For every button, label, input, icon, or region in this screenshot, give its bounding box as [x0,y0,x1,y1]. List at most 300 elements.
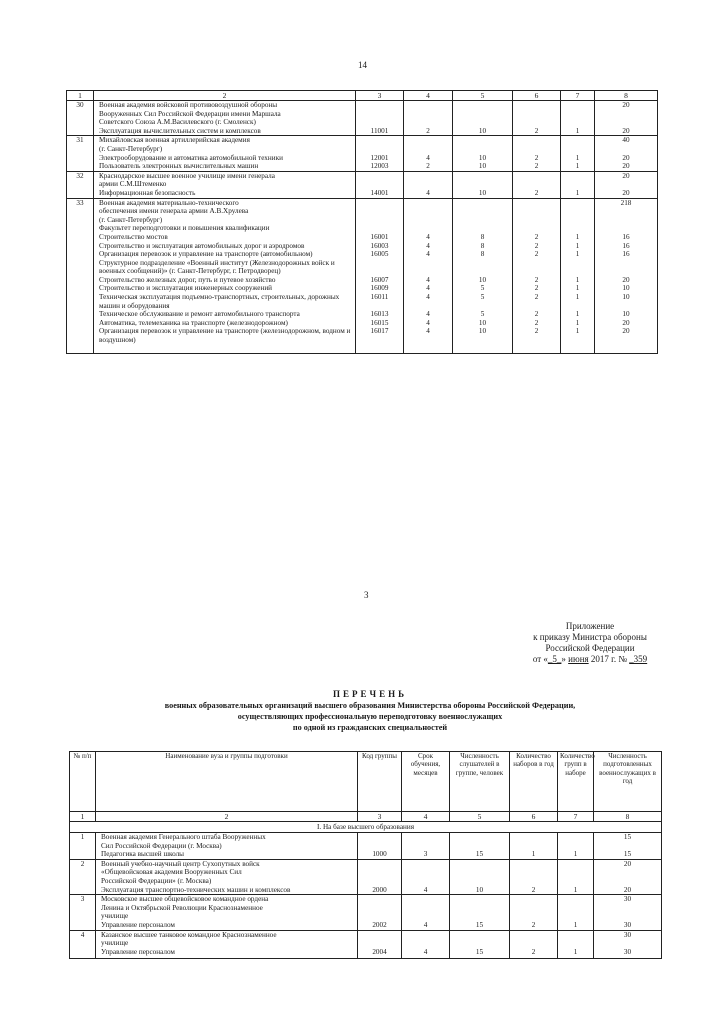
empty-cell [67,127,94,136]
groups-per-intake: 1 [561,127,595,136]
program-row [70,886,662,895]
students-per-group: 15 [450,921,510,930]
empty-cell [595,259,658,276]
org-name-line: армии С.М.Штеменко [99,180,167,189]
program-row [70,921,662,930]
intakes-per-year: 2 [513,327,561,353]
groups-per-intake: 1 [561,242,595,251]
empty-cell [67,276,94,285]
empty-cell [358,833,402,851]
students-per-group: 5 [453,310,513,319]
col-num: 2 [94,91,356,101]
program-name: Информационная безопасность [94,189,356,198]
program-row [67,189,658,198]
students-per-group: 10 [453,127,513,136]
top-table [66,90,658,354]
title-line3: по одной из гражданских специальностей [292,723,448,732]
group-code: 16003 [356,242,404,251]
date-day: _5_ [547,654,562,664]
intakes-per-year: 2 [513,162,561,171]
header-intakes: Количество наборов в год [510,752,558,812]
group-code: 16009 [356,284,404,293]
program-name: Электрооборудование и автоматика автомобильной техники [94,154,356,163]
program-name: Организация перевозок и управление на транспорте (автомобильном) [94,250,356,259]
group-code: 14001 [356,189,404,198]
students-per-group: 5 [453,284,513,293]
trained-per-year: 10 [595,284,658,293]
trained-per-year: 16 [595,250,658,259]
duration-months: 4 [404,189,453,198]
col-num: 3 [356,91,404,101]
empty-cell [67,293,94,310]
empty-cell [358,859,402,885]
program-name: Техническое обслуживание и ремонт автомобильного транспорта [94,310,356,319]
duration-months: 4 [404,293,453,310]
empty-cell [67,162,94,171]
students-per-group: 10 [453,327,513,353]
duration-months: 4 [402,921,450,930]
col-num: 8 [595,91,658,101]
empty-cell [67,233,94,242]
students-per-group: 10 [453,189,513,198]
trained-per-year: 10 [595,293,658,310]
appendix-line3: Российской Федерации [545,643,635,653]
org-name-line: (г. Санкт-Петербург) [99,215,163,224]
trained-per-year: 16 [595,242,658,251]
group-code: 2002 [358,921,402,930]
students-per-group: 8 [453,250,513,259]
program-row [67,327,658,353]
groups-per-intake: 1 [561,250,595,259]
org-name-line: Советского Союза А.М.Василевского (г. Смоленск) [99,118,256,127]
groups-per-intake: 1 [561,154,595,163]
org-total: 218 [595,198,658,224]
col-num: 5 [450,812,510,822]
program-name: Управление персоналом [96,948,358,959]
org-total: 40 [595,136,658,154]
date-prefix: от « [532,654,548,664]
empty-cell [561,101,595,127]
empty-cell [67,284,94,293]
empty-cell [70,850,96,859]
intakes-per-year: 2 [513,127,561,136]
students-per-group: 8 [453,233,513,242]
intakes-per-year: 2 [513,319,561,328]
org-name-line: Военная академия войсковой противовоздушной обороны [99,101,278,109]
program-row [67,154,658,163]
org-name [94,171,356,189]
empty-cell [595,224,658,233]
org-name-line: Российской Федерации» (г. Москва) [101,876,212,885]
org-total: 20 [594,859,662,885]
org-name-line: (г. Санкт-Петербург) [99,144,163,153]
program-name: Строительство железных дорог, путь и путевое хозяйство [94,276,356,285]
org-name-line: Военная академия Генерального штаба Вооруженных [101,833,266,841]
trained-per-year: 30 [594,921,662,930]
duration-months: 2 [404,127,453,136]
org-total: 20 [595,101,658,127]
col-num: 3 [358,812,402,822]
empty-cell [404,224,453,233]
empty-cell [513,198,561,224]
empty-cell [558,833,594,851]
org-name-line: Военный учебно-научный центр Сухопутных войск [101,859,260,868]
empty-cell [402,930,450,948]
org-row [67,136,658,154]
program-name: Управление персоналом [96,921,358,930]
org-name [96,895,358,921]
students-per-group: 10 [450,886,510,895]
groups-per-intake: 1 [558,886,594,895]
row-number: 4 [70,930,96,948]
org-name [96,859,358,885]
program-name: Автоматика, телемеханика на транспорте (железнодорожном) [94,319,356,328]
org-name-line: Военная академия материально-технического [99,198,239,207]
intakes-per-year: 2 [513,189,561,198]
col-num: 2 [96,812,358,822]
empty-cell [356,259,404,276]
intakes-per-year: 2 [513,284,561,293]
header-per-group: Численность слушателей в группе, человек [450,752,510,812]
intakes-per-year: 2 [510,921,558,930]
program-row [67,233,658,242]
org-total: 15 [594,833,662,851]
row-number: 2 [70,859,96,885]
empty-cell [404,136,453,154]
appendix-block [500,621,680,665]
empty-cell [70,921,96,930]
groups-per-intake: 1 [561,284,595,293]
empty-cell [510,895,558,921]
empty-cell [70,948,96,959]
row-number: 3 [70,895,96,921]
students-per-group: 15 [450,850,510,859]
header-name: Наименование вуза и группы подготовки [96,752,358,812]
trained-per-year: 15 [594,850,662,859]
org-name [94,198,356,224]
empty-cell [67,242,94,251]
empty-cell [67,250,94,259]
appendix-line1: Приложение [565,621,615,631]
trained-per-year: 10 [595,310,658,319]
empty-cell [402,833,450,851]
bottom-table [69,751,662,959]
trained-per-year: 20 [595,276,658,285]
empty-cell [404,101,453,127]
duration-months: 4 [404,276,453,285]
duration-months: 4 [402,886,450,895]
date-year: 2017 г. № [588,654,630,664]
column-number-row [70,812,662,822]
org-name-line: Вооруженных Сил Российской Федерации имени Маршала [99,109,281,118]
org-row [67,101,658,127]
groups-per-intake: 1 [561,319,595,328]
document-title [60,689,680,733]
org-name-line: училище [101,939,129,948]
groups-per-intake: 1 [561,276,595,285]
duration-months: 4 [404,310,453,319]
groups-per-intake: 1 [561,162,595,171]
group-code: 1000 [358,850,402,859]
group-code: 2000 [358,886,402,895]
group-code: 2004 [358,948,402,959]
empty-cell [450,895,510,921]
program-name: Техническая эксплуатация подъемно-транспортных, строительных, дорожных машин и оборудования [94,293,356,310]
empty-cell [453,198,513,224]
subdivision-name: Факультет переподготовки и повышения квалификации [94,224,356,233]
empty-cell [558,930,594,948]
program-row [70,948,662,959]
intakes-per-year: 2 [513,154,561,163]
column-number-row [67,91,658,101]
students-per-group: 15 [450,948,510,959]
groups-per-intake: 1 [561,293,595,310]
duration-months: 4 [404,233,453,242]
col-num: 4 [402,812,450,822]
empty-cell [561,136,595,154]
group-code: 16007 [356,276,404,285]
org-name-line: Сил Российской Федерации (г. Москва) [101,841,222,850]
empty-cell [453,136,513,154]
program-name: Организация перевозок и управление на транспорте (железнодорожном, водном и воздушном) [94,327,356,353]
trained-per-year: 20 [595,154,658,163]
students-per-group: 10 [453,162,513,171]
col-num: 5 [453,91,513,101]
groups-per-intake: 1 [558,948,594,959]
duration-months: 4 [404,284,453,293]
empty-cell [510,930,558,948]
row-number: 30 [67,101,94,127]
students-per-group: 5 [453,293,513,310]
section-row [70,822,662,833]
org-total: 30 [594,895,662,921]
trained-per-year: 20 [594,886,662,895]
trained-per-year: 20 [595,189,658,198]
title-line2: осуществляющих профессиональную переподготовку военнослужащих [237,712,503,721]
appendix-date [500,654,680,665]
org-row [70,859,662,885]
appendix-line2: к приказу Министра обороны [533,632,647,642]
program-name: Строительство и эксплуатация автомобильных дорог и аэродромов [94,242,356,251]
empty-cell [453,224,513,233]
group-code: 16017 [356,327,404,353]
empty-cell [513,136,561,154]
empty-cell [513,259,561,276]
trained-per-year: 20 [595,327,658,353]
empty-cell [402,895,450,921]
org-name-line: Ленина и Октябрьской Революции Краснознаменное [101,903,263,912]
title-line1: военных образовательных организаций высшего образования Министерства обороны Российской Федерации, [164,701,576,710]
program-name: Педагогика высшей школы [96,850,358,859]
intakes-per-year: 2 [513,242,561,251]
program-name: Строительство мостов [94,233,356,242]
col-num: 7 [561,91,595,101]
col-num: 4 [404,91,453,101]
empty-cell [513,224,561,233]
group-code: 11001 [356,127,404,136]
empty-cell [453,259,513,276]
header-num: № п/п [70,752,96,812]
org-name-line: Казанское высшее танковое командное Краснознаменное [101,930,277,939]
program-name: Эксплуатация вычислительных систем и комплексов [94,127,356,136]
row-number: 1 [70,833,96,851]
duration-months: 2 [404,162,453,171]
empty-cell [356,136,404,154]
empty-cell [358,930,402,948]
empty-cell [67,189,94,198]
empty-cell [404,198,453,224]
duration-months: 3 [402,850,450,859]
empty-cell [356,171,404,189]
empty-cell [67,327,94,353]
empty-cell [67,154,94,163]
students-per-group: 10 [453,276,513,285]
empty-cell [404,171,453,189]
intakes-per-year: 1 [510,850,558,859]
section-heading: I. На базе высшего образования [70,822,662,833]
students-per-group: 10 [453,319,513,328]
row-number: 33 [67,198,94,224]
title-main: ПЕРЕЧЕНЬ [332,689,408,699]
org-name [96,833,358,851]
col-num: 6 [510,812,558,822]
header-months: Срок обучения, месяцев [402,752,450,812]
program-row [67,319,658,328]
duration-months: 4 [402,948,450,959]
org-name-line: обеспечения имени генерала армии А.В.Хрулева [99,207,249,216]
empty-cell [67,224,94,233]
row-number: 32 [67,171,94,189]
group-code: 12001 [356,154,404,163]
empty-cell [356,101,404,127]
header-total: Численность подготовленных военнослужащих в год [594,752,662,812]
empty-cell [356,198,404,224]
program-row [67,162,658,171]
empty-cell [67,319,94,328]
empty-cell [558,859,594,885]
header-row [70,752,662,812]
col-num: 7 [558,812,594,822]
trained-per-year: 20 [595,162,658,171]
groups-per-intake: 1 [561,310,595,319]
empty-cell [402,859,450,885]
org-total: 30 [594,930,662,948]
program-row [67,127,658,136]
trained-per-year: 20 [595,127,658,136]
org-name-line: училище [101,912,129,921]
col-num: 1 [67,91,94,101]
program-row [67,242,658,251]
col-num: 6 [513,91,561,101]
empty-cell [450,859,510,885]
duration-months: 4 [404,242,453,251]
students-per-group: 8 [453,242,513,251]
group-code: 16005 [356,250,404,259]
subdivision-name: Структурное подразделение «Военный институт (Железнодорожных войск и военных сообщений)» (г. Санкт-Петербург, г. Петродворец) [94,259,356,276]
empty-cell [561,171,595,189]
empty-cell [453,171,513,189]
order-number: _359 [629,654,648,664]
org-name [94,101,356,127]
program-name: Строительство и эксплуатация инженерных сооружений [94,284,356,293]
intakes-per-year: 2 [513,293,561,310]
groups-per-intake: 1 [558,921,594,930]
header-code: Код группы [358,752,402,812]
groups-per-intake: 1 [561,327,595,353]
program-row [70,850,662,859]
org-row [70,833,662,851]
groups-per-intake: 1 [561,189,595,198]
groups-per-intake: 1 [558,850,594,859]
empty-cell [404,259,453,276]
duration-months: 4 [404,154,453,163]
empty-cell [513,171,561,189]
row-number: 31 [67,136,94,154]
intakes-per-year: 2 [513,233,561,242]
program-row [67,284,658,293]
students-per-group: 10 [453,154,513,163]
org-total: 20 [595,171,658,189]
empty-cell [561,224,595,233]
org-name-line: Краснодарское высшее военное училище имени генерала [99,171,275,180]
empty-cell [70,886,96,895]
empty-cell [67,259,94,276]
empty-cell [510,833,558,851]
empty-cell [453,101,513,127]
org-name-line: «Общевойсковая академия Вооруженных Сил [101,868,242,877]
empty-cell [358,895,402,921]
intakes-per-year: 2 [513,276,561,285]
intakes-per-year: 2 [510,886,558,895]
subdivision-row [67,224,658,233]
intakes-per-year: 2 [513,310,561,319]
trained-per-year: 16 [595,233,658,242]
group-code: 16011 [356,293,404,310]
intakes-per-year: 2 [510,948,558,959]
empty-cell [513,101,561,127]
header-groups: Количество групп в наборе [558,752,594,812]
org-name-line: Московское высшее общевойсковое командное ордена [101,895,269,904]
group-code: 16001 [356,233,404,242]
date-mid: » [561,654,569,664]
empty-cell [67,310,94,319]
duration-months: 4 [404,327,453,353]
intakes-per-year: 2 [513,250,561,259]
empty-cell [450,930,510,948]
trained-per-year: 30 [594,948,662,959]
program-row [67,293,658,310]
program-row [67,250,658,259]
empty-cell [561,259,595,276]
page-number-top: 14 [358,60,367,70]
org-row [67,171,658,189]
program-row [67,276,658,285]
page-number-bottom: 3 [364,590,369,600]
empty-cell [558,895,594,921]
org-row [67,198,658,224]
date-month: июня [568,654,589,664]
group-code: 16013 [356,310,404,319]
org-name-line: Михайловская военная артиллерийская академия [99,136,250,145]
duration-months: 4 [404,250,453,259]
group-code: 12003 [356,162,404,171]
col-num: 8 [594,812,662,822]
program-name: Эксплуатация транспортно-технических машин и комплексов [96,886,358,895]
empty-cell [510,859,558,885]
empty-cell [450,833,510,851]
col-num: 1 [70,812,96,822]
groups-per-intake: 1 [561,233,595,242]
